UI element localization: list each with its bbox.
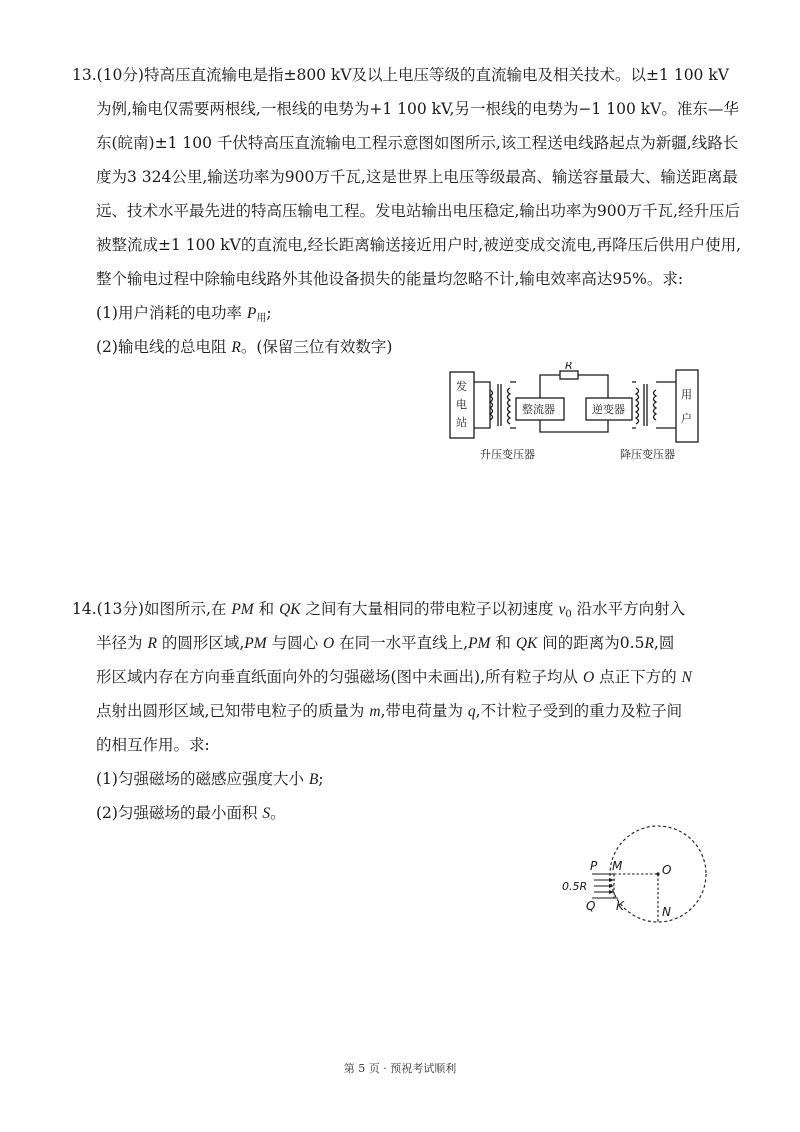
center-point-o xyxy=(656,872,659,875)
label-n: N xyxy=(662,905,671,919)
inverter-label: 逆变器 xyxy=(592,403,625,416)
q13-subquestion-2: (2)输电线的总电阻 R。(保留三位有效数字) xyxy=(96,338,393,356)
q13-line-5: 远、技术水平最先进的特高压输电工程。发电站输出电压稳定,输出功率为900万千瓦,经升压后 xyxy=(96,202,740,220)
user-char-1: 用 xyxy=(681,388,692,401)
resistor-label: R xyxy=(565,362,573,372)
step-down-transformer-primary xyxy=(636,388,639,424)
page-footer: 第 5 页 · 预祝考试顺利 xyxy=(343,1062,457,1075)
step-up-transformer-label: 升压变压器 xyxy=(480,448,535,461)
user-wires xyxy=(656,382,676,428)
q14-subquestion-1: (1)匀强磁场的磁感应强度大小 B; xyxy=(96,770,324,788)
q14-line-2: 半径为 R 的圆形区域,PM 与圆心 O 在同一水平直线上,PM 和 QK 间的距离为0.5R,圆 xyxy=(96,634,675,652)
magnetic-field-diagram xyxy=(556,824,722,930)
q13-line-1: 13.(10分)特高压直流输电是指±800 kV及以上电压等级的直流输电及相关技术。以±1 100 kV xyxy=(72,66,729,84)
label-distance: 0.5R xyxy=(562,880,588,893)
q14-line-1: 14.(13分)如图所示,在 PM 和 QK 之间有大量相同的带电粒子以初速度 $v_0$ 沿水平方向射入 xyxy=(72,600,686,620)
resistor-symbol xyxy=(560,371,578,379)
label-p: P xyxy=(590,859,598,873)
step-down-transformer-label: 降压变压器 xyxy=(620,448,675,461)
step-down-transformer-secondary xyxy=(654,390,657,420)
step-up-output-wires xyxy=(510,382,516,428)
q14-line-4: 点射出圆形区域,已知带电粒子的质量为 m,带电荷量为 q,不计粒子受到的重力及粒子间 xyxy=(96,702,683,720)
transmission-diagram xyxy=(440,362,710,470)
q13-line-2: 为例,输电仅需要两根线,一根线的电势为+1 100 kV,另一根线的电势为−1 100 kV。准东—华 xyxy=(96,100,739,118)
station-char-3: 站 xyxy=(456,416,467,429)
label-m: M xyxy=(612,859,623,873)
user-char-2: 户 xyxy=(681,412,692,425)
station-char-2: 电 xyxy=(456,398,467,411)
rectifier-label: 整流器 xyxy=(522,403,555,416)
q14-line-5: 的相互作用。求: xyxy=(96,736,210,754)
question-13 xyxy=(72,58,742,364)
q13-subquestion-1: (1)用户消耗的电功率 $P_用$; xyxy=(96,304,272,324)
q13-line-3: 东(皖南)±1 100 千伏特高压直流输电工程示意图如图所示,该工程送电线路起点为新疆,线路长 xyxy=(96,134,739,152)
station-char-1: 发 xyxy=(456,380,467,393)
question-14 xyxy=(72,592,736,830)
step-up-transformer-secondary xyxy=(508,388,511,424)
q13-line-4: 度为3 324公里,输送功率为900万千瓦,这是世界上电压等级最高、输送容量最大、输送距离最 xyxy=(96,168,738,186)
dc-line-top-right xyxy=(578,375,608,398)
dc-line-bottom xyxy=(540,420,608,432)
arrowhead-1 xyxy=(609,878,614,882)
generator-wires xyxy=(474,382,490,428)
label-q: Q xyxy=(586,899,596,913)
q14-subquestion-2: (2)匀强磁场的最小面积 S。 xyxy=(96,804,286,822)
dc-line-top-left xyxy=(540,375,560,398)
label-o: O xyxy=(662,863,672,877)
user-box xyxy=(676,370,698,442)
label-k: K xyxy=(616,899,624,913)
q13-line-6: 被整流成±1 100 kV的直流电,经长距离输送接近用户时,被逆变成交流电,再降压后供用户使用, xyxy=(96,236,742,254)
q13-line-7: 整个输电过程中除输电线路外其他设备损失的能量均忽略不计,输电效率高达95%。求: xyxy=(96,270,684,288)
q14-line-3: 形区域内存在方向垂直纸面向外的匀强磁场(图中未画出),所有粒子均从 O 点正下方的 N xyxy=(96,668,692,686)
